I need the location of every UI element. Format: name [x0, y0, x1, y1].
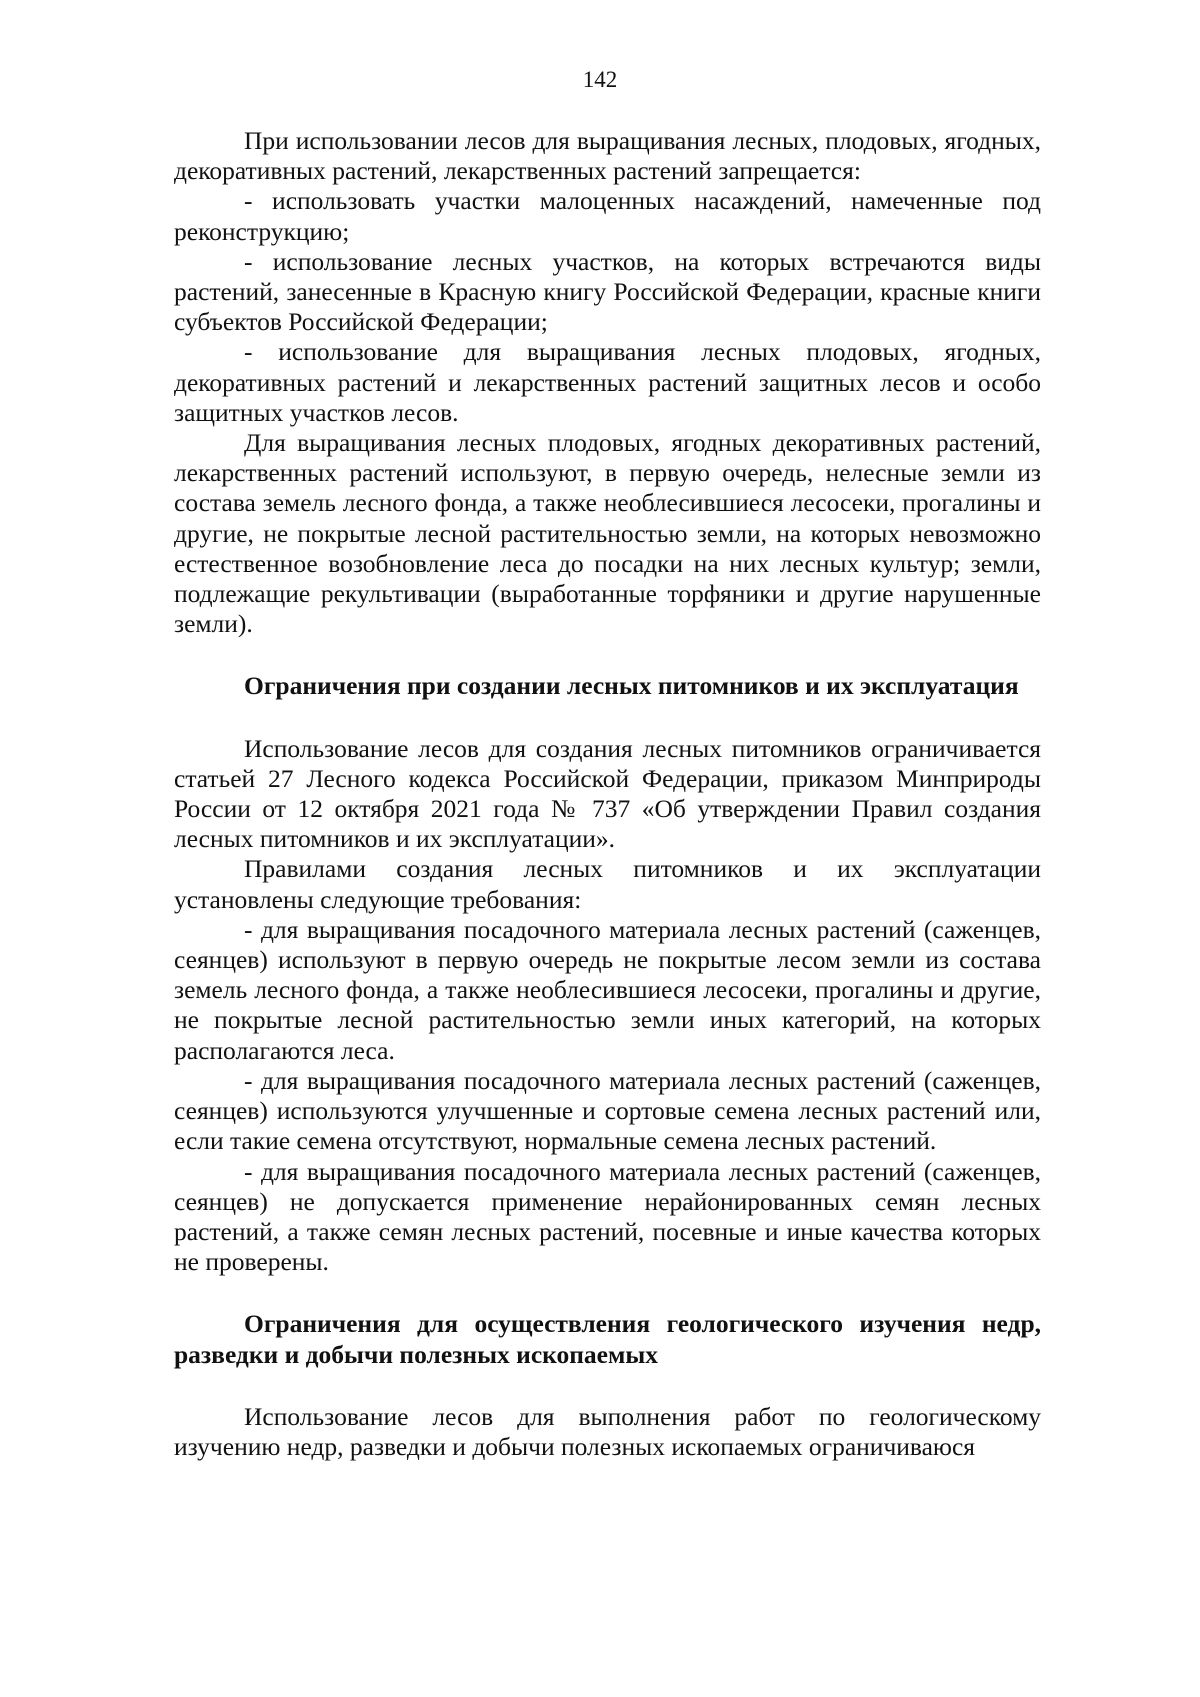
paragraph-nurseries-req-2: - для выращивания посадочного материала лесных растений (саженцев, сеянцев) используются улучшенные и сортовые семена лесных растений или, если такие семена отсутствуют, нормальные семена лесных растений.	[174, 1065, 1041, 1156]
paragraph-nurseries-req-3: - для выращивания посадочного материала лесных растений (саженцев, сеянцев) не допускается применение нерайонированных семян лесных растений, а также семян лесных растений, посевные и иные качества которых не проверены.	[174, 1156, 1041, 1277]
paragraph-prohibition-3: - использование для выращивания лесных плодовых, ягодных, декоративных растений и лекарственных растений защитных лесов и особо защитных участков лесов.	[174, 337, 1041, 427]
page-number: 142	[582, 67, 618, 92]
section-gap	[174, 1370, 1041, 1402]
paragraph-nurseries-req-1: - для выращивания посадочного материала лесных растений (саженцев, сеянцев) используют в первую очередь не покрытые лесом земли из состава земель лесного фонда, а также необлесившиеся лесосеки, прогалины и другие, не покрытые лесной растительностью земли иных категорий, на которых располагаются леса.	[174, 914, 1041, 1065]
section-gap	[174, 702, 1041, 734]
paragraph-nurseries-law: Использование лесов для создания лесных питомников ограничивается статьей 27 Лесного кодекса Российской Федерации, приказом Минприроды России от 12 октября 2021 года № 737 «Об утверждении Правил создания лесных питомников и их эксплуатации».	[174, 733, 1041, 854]
paragraph-geology-intro: Использование лесов для выполнения работ по геологическому изучению недр, разведки и добычи полезных ископаемых ограничиваюся	[174, 1401, 1041, 1461]
section-heading-geology: Ограничения для осуществления геологического изучения недр, разведки и добычи полезных ископаемых	[174, 1309, 1041, 1369]
paragraph-prohibition-1: - использовать участки малоценных насаждений, намеченные под реконструкцию;	[174, 186, 1041, 246]
paragraph-prohibition-2: - использование лесных участков, на которых встречаются виды растений, занесенные в Красную книгу Российской Федерации, красные книги субъектов Российской Федерации;	[174, 246, 1041, 337]
page-content	[174, 126, 1041, 1462]
paragraph-lands-for-cultivation: Для выращивания лесных плодовых, ягодных декоративных растений, лекарственных растений используют, в первую очередь, нелесные земли из состава земель лесного фонда, а также необлесившиеся лесосеки, прогалины и другие, не покрытые лесной растительностью земли, на которых невозможно естественное возобновление леса до посадки на них лесных культур; земли, подлежащие рекультивации (выработанные торфяники и другие нарушенные земли).	[174, 428, 1041, 639]
section-gap	[174, 1277, 1041, 1309]
section-heading-nurseries: Ограничения при создании лесных питомников и их эксплуатация	[244, 671, 1019, 701]
paragraph-nurseries-rules: Правилами создания лесных питомников и их эксплуатации установлены следующие требования:	[174, 854, 1041, 914]
paragraph-prohibitions-intro: При использовании лесов для выращивания лесных, плодовых, ягодных, декоративных растений, лекарственных растений запрещается:	[174, 126, 1041, 186]
section-gap	[174, 639, 1041, 671]
